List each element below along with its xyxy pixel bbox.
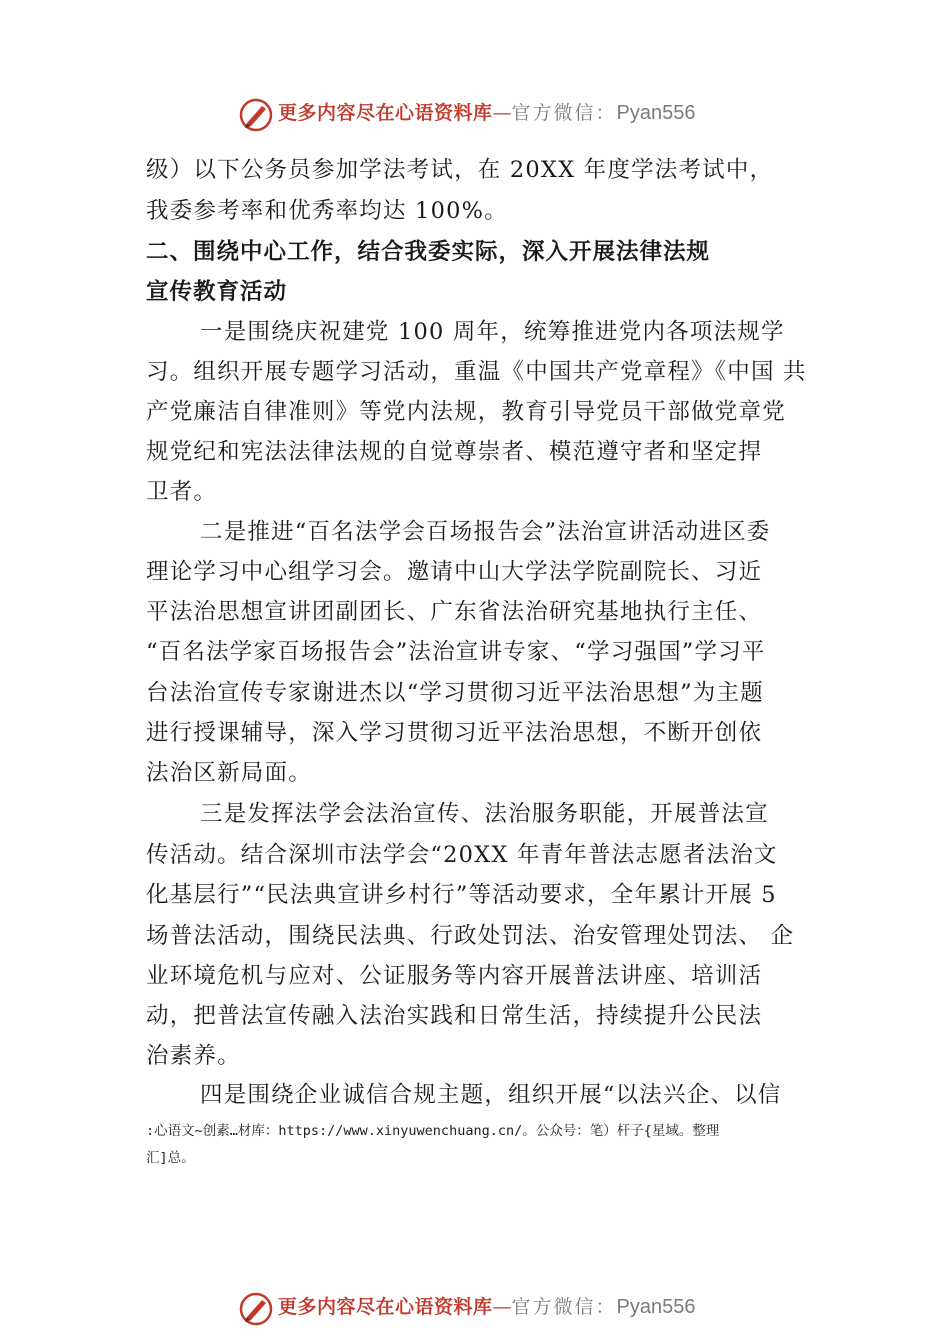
watermark-note: :心语文~创素…材库：https://www.xinyuwenchuang.cn/。公众号：笔）杆子{星域。整理 xyxy=(146,1123,720,1139)
body-line: 化基层行”“民法典宣讲乡村行”等活动要求，全年累计开展 5 xyxy=(146,882,777,908)
body-line: 治素养。 xyxy=(146,1043,241,1069)
body-line: “百名法学家百场报告会”法治宣讲专家、“学习强国”学习平 xyxy=(146,639,766,665)
body-line: 动，把普法宣传融入法治实践和日常生活，持续提升公民法 xyxy=(146,1003,763,1029)
header-banner xyxy=(0,95,950,135)
body-line: 我委参考率和优秀率均达 100%。 xyxy=(146,198,508,224)
body-line: 四是围绕企业诚信合规主题，组织开展“以法兴企、以信 xyxy=(200,1082,782,1108)
banner-text xyxy=(278,99,696,127)
pen-logo-icon xyxy=(238,97,274,133)
banner-red-text: 更多内容尽在心语资料库 xyxy=(278,102,493,124)
body-line: 三是发挥法学会法治宣传、法治服务职能，开展普法宣 xyxy=(200,801,769,827)
pen-logo-icon xyxy=(238,1291,274,1327)
body-line: 台法治宣传专家谢进杰以“学习贯彻习近平法治思想”为主题 xyxy=(146,680,764,706)
body-line: 传活动。结合深圳市法学会“20XX 年青年普法志愿者法治文 xyxy=(146,842,778,868)
watermark-note: 汇]总。 xyxy=(146,1150,195,1166)
banner-red-text: 更多内容尽在心语资料库 xyxy=(278,1296,493,1318)
banner-wechat-id: Pyan556 xyxy=(616,102,696,124)
body-line: 规党纪和宪法法律法规的自觉尊崇者、模范遵守者和坚定捍 xyxy=(146,439,763,465)
section-heading: 二、围绕中心工作，结合我委实际，深入开展法律法规 xyxy=(146,239,711,265)
body-line: 卫者。 xyxy=(146,479,218,505)
body-line: 法治区新局面。 xyxy=(146,760,312,786)
section-heading: 宣传教育活动 xyxy=(146,279,288,305)
body-line: 产党廉洁自律准则》等党内法规，教育引导党员干部做党章党 xyxy=(146,399,786,425)
footer-banner xyxy=(0,1289,950,1329)
body-line: 习。组织开展专题学习活动，重温《中国共产党章程》《中国 共 xyxy=(146,359,807,385)
banner-dash: — xyxy=(492,102,512,124)
body-line: 一是围绕庆祝建党 100 周年，统筹推进党内各项法规学 xyxy=(200,319,785,345)
banner-grey-text: 官方微信： xyxy=(511,1296,617,1318)
banner-text xyxy=(278,1293,696,1321)
body-line: 平法治思想宣讲团副团长、广东省法治研究基地执行主任、 xyxy=(146,599,763,625)
body-line: 进行授课辅导，深入学习贯彻习近平法治思想，不断开创依 xyxy=(146,720,763,746)
body-line: 业环境危机与应对、公证服务等内容开展普法讲座、培训活 xyxy=(146,963,763,989)
body-line: 理论学习中心组学习会。邀请中山大学法学院副院长、习近 xyxy=(146,559,763,585)
body-line: 级）以下公务员参加学法考试，在 20XX 年度学法考试中， xyxy=(146,157,774,183)
banner-grey-text: 官方微信： xyxy=(511,102,617,124)
banner-dash: — xyxy=(492,1296,512,1318)
banner-wechat-id: Pyan556 xyxy=(616,1296,696,1318)
body-line: 场普法活动，围绕民法典、行政处罚法、治安管理处罚法、 企 xyxy=(146,923,795,949)
body-line: 二是推进“百名法学会百场报告会”法治宣讲活动进区委 xyxy=(200,519,771,545)
